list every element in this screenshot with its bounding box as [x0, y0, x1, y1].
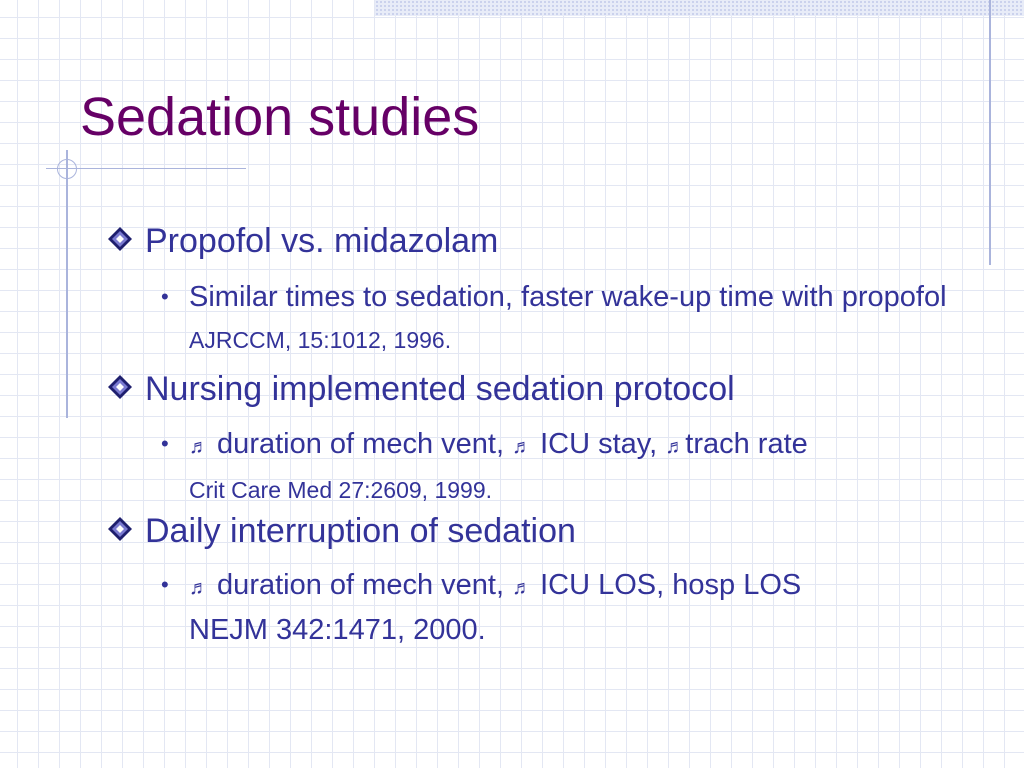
- dot-bullet-icon: •: [161, 431, 169, 456]
- music-note-icon: ♬: [512, 436, 533, 458]
- bullet-item-propofol: [145, 222, 498, 261]
- diamond-bullet-icon: [107, 516, 133, 542]
- sub-bullet-nursing-protocol: [161, 423, 964, 511]
- music-note-icon: ♬: [189, 577, 209, 599]
- decorative-left-line: [66, 150, 68, 418]
- music-note-icon: ♬: [512, 577, 533, 599]
- slide-title: Sedation studies: [80, 87, 480, 147]
- sub-bullet-propofol: [161, 276, 964, 361]
- sub-bullet-text: ICU stay,: [532, 428, 666, 460]
- sub-bullet-text: trach rate: [685, 428, 808, 460]
- bullet-item-daily-interruption: [145, 512, 576, 551]
- diamond-bullet-icon: [107, 374, 133, 400]
- bullet-heading: Daily interruption of sedation: [145, 512, 576, 550]
- dot-bullet-icon: •: [161, 284, 169, 309]
- citation: AJRCCM, 15:1012, 1996.: [189, 327, 452, 353]
- music-note-icon: ♬: [665, 436, 686, 458]
- music-note-icon: ♬: [189, 436, 209, 458]
- decorative-circle: [57, 159, 77, 179]
- decorative-right-line: [989, 0, 991, 265]
- sub-bullet-daily-interruption: [161, 564, 964, 651]
- diamond-bullet-icon: [107, 226, 133, 252]
- sub-bullet-text: duration of mech vent,: [209, 569, 513, 601]
- sub-bullet-text: duration of mech vent,: [209, 428, 513, 460]
- bullet-heading: Propofol vs. midazolam: [145, 222, 499, 260]
- bullet-heading: Nursing implemented sedation protocol: [145, 370, 735, 408]
- dot-bullet-icon: •: [161, 572, 169, 597]
- bullet-item-nursing-protocol: [145, 370, 735, 409]
- sub-bullet-text: Similar times to sedation, faster wake-up time with propofol: [189, 281, 947, 313]
- citation: NEJM 342:1471, 2000.: [189, 614, 486, 646]
- decorative-top-band: [375, 0, 1024, 16]
- sub-bullet-text: ICU LOS, hosp LOS: [532, 569, 802, 601]
- citation: Crit Care Med 27:2609, 1999.: [189, 477, 493, 503]
